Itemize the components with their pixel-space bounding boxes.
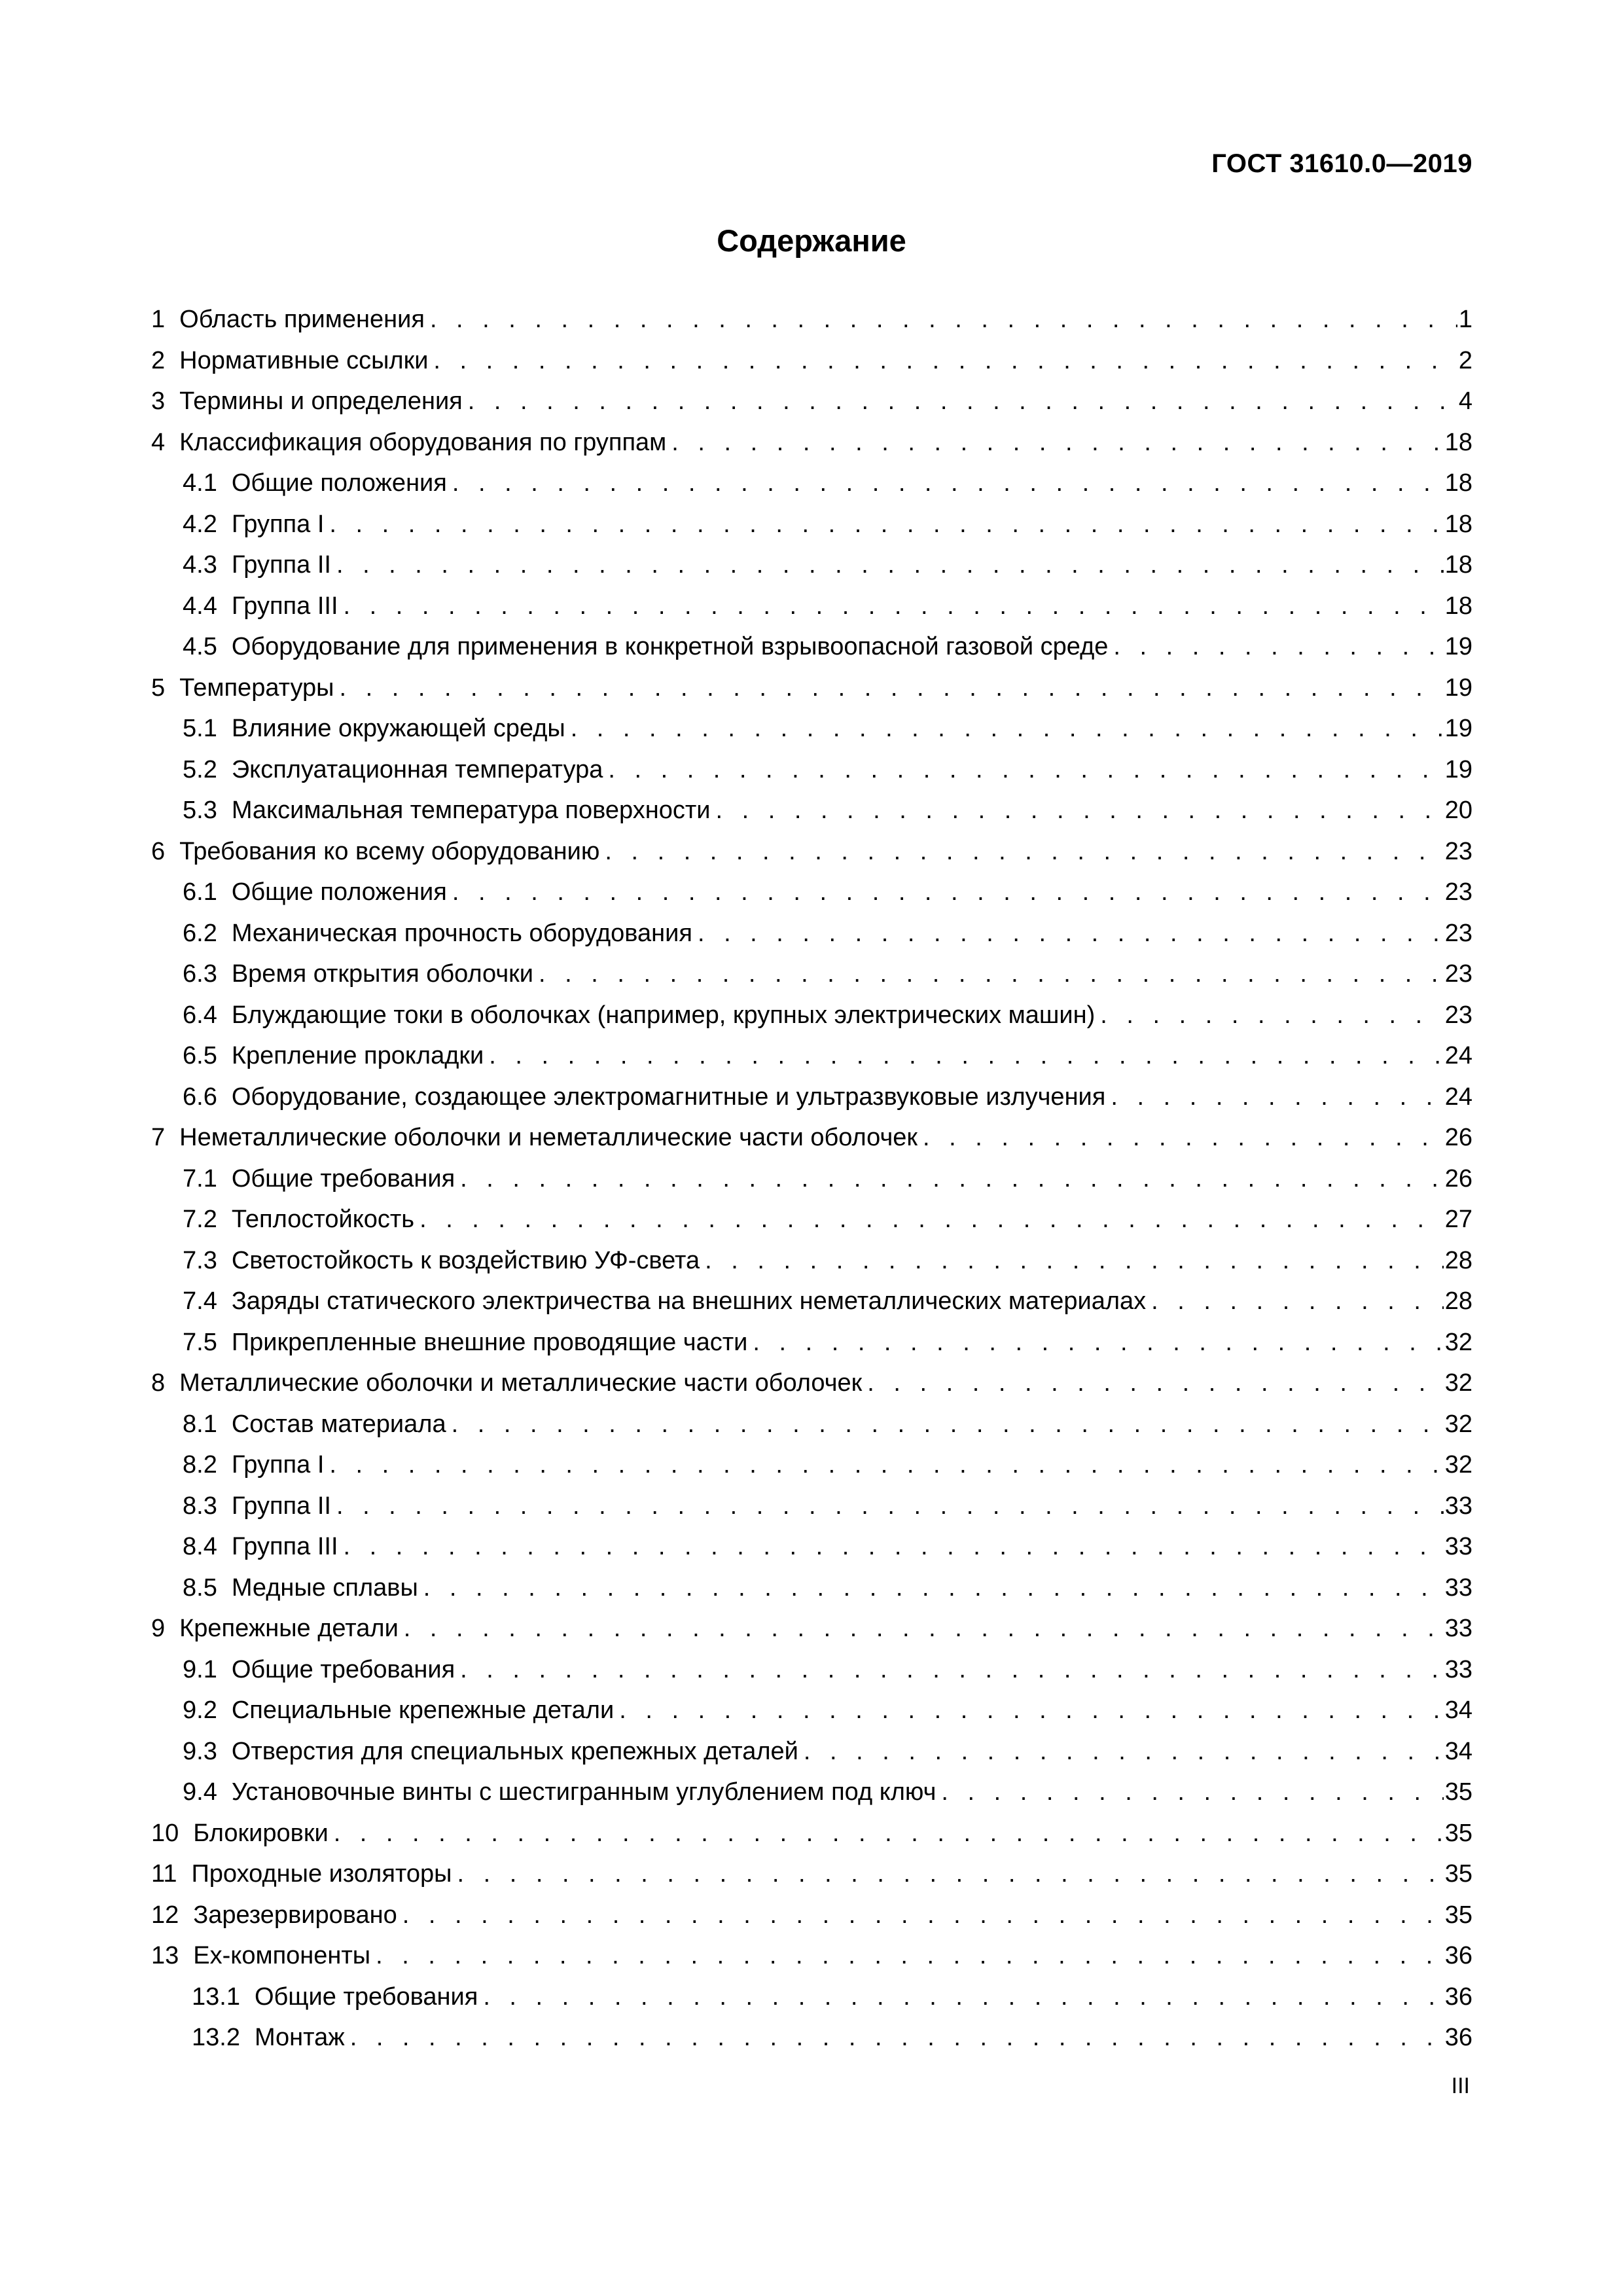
toc-entry[interactable] [151, 1901, 1472, 1943]
toc-entry[interactable] [151, 1738, 1472, 1779]
toc-dot-leader [798, 1738, 1444, 1766]
toc-dot-leader [936, 1778, 1443, 1806]
toc-entry-page: 33 [1444, 1655, 1472, 1683]
toc-entry-number: 6.4 [183, 1001, 217, 1029]
toc-entry[interactable] [151, 511, 1472, 552]
toc-entry[interactable] [151, 1165, 1472, 1206]
page-number: III [1451, 2073, 1470, 2098]
toc-entry-page: 24 [1444, 1042, 1472, 1069]
toc-dot-leader [334, 674, 1443, 702]
toc-entry-page: 20 [1444, 797, 1472, 824]
toc-dot-leader [331, 1492, 1444, 1520]
toc-entry[interactable] [151, 674, 1472, 715]
toc-dot-leader [425, 306, 1457, 334]
toc-entry-title: Группа III [231, 1533, 338, 1560]
toc-entry-title: Требования ко всему оборудованию [179, 837, 600, 865]
toc-entry-page: 19 [1444, 715, 1472, 742]
toc-dot-leader [1105, 1083, 1443, 1111]
toc-dot-leader [1095, 1001, 1443, 1030]
toc-entry-number: 7.4 [183, 1287, 217, 1315]
toc-dot-leader [428, 347, 1457, 375]
toc-dot-leader [414, 1206, 1444, 1234]
toc-entry-title: Влияние окружающей среды [231, 715, 565, 742]
toc-dot-leader [692, 920, 1444, 948]
toc-entry[interactable] [151, 1820, 1472, 1861]
toc-entry-number: 5.2 [183, 755, 217, 783]
toc-entry-title: Прикрепленные внешние проводящие части [231, 1328, 748, 1356]
toc-entry[interactable] [151, 1410, 1472, 1452]
toc-dot-leader [599, 838, 1443, 866]
toc-entry[interactable] [151, 1860, 1472, 1901]
toc-entry-number: 13 [151, 1942, 179, 1969]
toc-entry-title: Оборудование для применения в конкретной взрывоопасной газовой среде [231, 633, 1109, 660]
toc-entry-page: 34 [1444, 1737, 1472, 1765]
toc-entry-number: 6 [151, 837, 166, 865]
toc-entry-title: Максимальная температура поверхности [231, 797, 711, 824]
toc-entry-number: 8.4 [183, 1533, 217, 1560]
toc-entry-page: 35 [1444, 1901, 1472, 1929]
toc-entry-number: 8.1 [183, 1410, 217, 1438]
toc-entry[interactable] [151, 469, 1472, 511]
toc-entry-title: Температуры [179, 673, 334, 702]
document-code: ГОСТ 31610.0—2019 [1211, 149, 1472, 178]
toc-entry[interactable] [151, 1369, 1472, 1410]
toc-entry-page: 19 [1444, 633, 1472, 660]
toc-entry-page: 28 [1444, 1287, 1472, 1315]
toc-entry-page: 18 [1444, 469, 1472, 497]
toc-dot-leader [446, 1410, 1444, 1439]
toc-dot-leader [397, 1901, 1444, 1929]
toc-entry-page: 18 [1444, 551, 1472, 579]
toc-entry-number: 6.1 [183, 878, 217, 906]
toc-entry-page: 23 [1444, 878, 1472, 906]
toc-entry-title: Механическая прочность оборудования [231, 919, 692, 947]
toc-entry-title: Ex-компоненты [193, 1942, 371, 1969]
toc-entry[interactable] [151, 387, 1472, 429]
toc-entry-title: Группа I [231, 510, 325, 538]
toc-entry-page: 36 [1444, 1982, 1472, 2011]
toc-entry-number: 6.2 [183, 919, 217, 947]
toc-entry-title: Состав материала [231, 1410, 446, 1438]
toc-entry-number: 1 [151, 306, 166, 333]
toc-entry[interactable] [151, 1083, 1472, 1124]
toc-entry-number: 9.4 [183, 1778, 217, 1806]
toc-entry[interactable] [151, 306, 1472, 347]
toc-entry-number: 5.3 [183, 797, 217, 824]
toc-entry-page: 1 [1458, 306, 1472, 333]
toc-dot-leader [447, 878, 1444, 906]
toc-entry-number: 6.6 [183, 1083, 217, 1111]
toc-entry-number: 9.1 [183, 1655, 217, 1683]
toc-entry-title: Блокировки [193, 1819, 329, 1847]
toc-entry[interactable] [151, 1615, 1472, 1656]
toc-dot-leader [370, 1942, 1444, 1970]
toc-entry[interactable] [151, 715, 1472, 756]
toc-entry-title: Медные сплавы [231, 1573, 418, 1602]
toc-entry-number: 7.2 [183, 1206, 217, 1233]
toc-entry-number: 2 [151, 346, 166, 374]
toc-entry-title: Оборудование, создающее электромагнитные и ультразвуковые излучения [231, 1083, 1106, 1111]
table-of-contents [151, 306, 1472, 2065]
toc-entry-title: Крепление прокладки [231, 1042, 484, 1069]
toc-entry-title: Эксплуатационная температура [231, 755, 603, 783]
toc-entry-page: 26 [1444, 1124, 1472, 1151]
toc-entry[interactable] [151, 797, 1472, 838]
toc-entry[interactable] [151, 429, 1472, 470]
toc-entry-title: Нормативные ссылки [179, 346, 429, 374]
toc-entry-title: Общие требования [231, 1655, 455, 1683]
toc-entry[interactable] [151, 1574, 1472, 1615]
toc-entry[interactable] [151, 592, 1472, 634]
toc-entry[interactable] [151, 1287, 1472, 1329]
page-title: Содержание [717, 223, 906, 258]
toc-entry-title: Группа II [231, 1492, 331, 1520]
toc-entry[interactable] [151, 756, 1472, 797]
toc-entry-number: 5.1 [183, 715, 217, 742]
toc-entry-title: Неметаллические оболочки и неметаллические части оболочек [179, 1124, 918, 1151]
toc-entry-page: 23 [1444, 1001, 1472, 1029]
toc-dot-leader [399, 1615, 1444, 1643]
toc-entry-number: 7.1 [183, 1164, 217, 1193]
toc-entry-title: Общие требования [254, 1982, 478, 2011]
toc-entry-number: 12 [151, 1901, 179, 1929]
toc-entry-page: 32 [1444, 1451, 1472, 1479]
toc-dot-leader [329, 1820, 1444, 1848]
toc-entry-title: Теплостойкость [231, 1206, 415, 1233]
toc-dot-leader [1146, 1287, 1444, 1316]
toc-entry-title: Группа II [231, 551, 331, 579]
toc-entry[interactable] [151, 878, 1472, 920]
toc-entry-number: 9.2 [183, 1696, 217, 1724]
toc-entry-page: 18 [1444, 428, 1472, 456]
toc-entry-page: 36 [1444, 1942, 1472, 1969]
toc-entry-number: 9 [151, 1615, 166, 1642]
toc-entry-number: 11 [151, 1860, 177, 1888]
toc-entry-number: 4 [151, 428, 166, 456]
toc-entry-page: 28 [1444, 1246, 1472, 1274]
toc-dot-leader [614, 1696, 1444, 1725]
toc-entry-number: 7 [151, 1124, 166, 1151]
toc-entry-number: 13.2 [192, 2024, 240, 2051]
toc-dot-leader [455, 1656, 1444, 1684]
toc-dot-leader [338, 1533, 1444, 1561]
toc-entry-title: Крепежные детали [179, 1615, 399, 1642]
toc-entry-page: 32 [1444, 1410, 1472, 1438]
toc-dot-leader [1108, 633, 1443, 661]
toc-dot-leader [324, 511, 1443, 539]
toc-entry-page: 35 [1444, 1860, 1472, 1888]
toc-entry-number: 4.5 [183, 633, 217, 660]
toc-dot-leader [447, 469, 1444, 497]
toc-entry-number: 7.3 [183, 1246, 217, 1274]
toc-entry-page: 23 [1444, 837, 1472, 865]
toc-entry-title: Установочные винты с шестигранным углублением под ключ [231, 1778, 936, 1806]
toc-entry[interactable] [151, 1206, 1472, 1247]
toc-entry-page: 34 [1444, 1696, 1472, 1724]
toc-entry-number: 13.1 [192, 1982, 240, 2011]
toc-entry-number: 8.3 [183, 1492, 217, 1520]
toc-entry-title: Время открытия оболочки [231, 960, 533, 988]
toc-dot-leader [345, 2024, 1444, 2052]
toc-entry-page: 33 [1444, 1615, 1472, 1642]
toc-entry-page: 32 [1444, 1369, 1472, 1397]
toc-dot-leader [331, 551, 1444, 579]
toc-entry-number: 8.5 [183, 1573, 217, 1602]
toc-entry-title: Общие требования [231, 1164, 455, 1193]
toc-entry-number: 4.3 [183, 551, 217, 579]
toc-entry-page: 32 [1444, 1328, 1472, 1356]
toc-entry[interactable] [151, 1247, 1472, 1288]
toc-entry-title: Монтаж [254, 2024, 345, 2051]
toc-entry[interactable] [151, 633, 1472, 674]
toc-entry[interactable] [151, 1451, 1472, 1492]
toc-dot-leader [455, 1165, 1444, 1193]
toc-entry-page: 18 [1444, 592, 1472, 620]
toc-entry-number: 10 [151, 1819, 179, 1847]
toc-entry[interactable] [151, 920, 1472, 961]
toc-dot-leader [338, 592, 1444, 620]
toc-entry[interactable] [151, 838, 1472, 879]
toc-entry[interactable] [151, 1778, 1472, 1820]
toc-entry-number: 8.2 [183, 1451, 217, 1479]
toc-entry-title: Группа III [231, 592, 338, 620]
toc-entry-page: 33 [1444, 1573, 1472, 1602]
toc-entry-title: Общие положения [231, 469, 447, 497]
toc-entry-title: Общие положения [231, 878, 447, 906]
toc-dot-leader [666, 429, 1443, 457]
toc-dot-leader [478, 1983, 1443, 2011]
toc-entry-title: Классификация оборудования по группам [179, 428, 667, 456]
toc-entry-number: 6.3 [183, 960, 217, 988]
toc-dot-leader [533, 960, 1444, 988]
toc-entry-number: 7.5 [183, 1328, 217, 1356]
toc-entry-page: 18 [1444, 510, 1472, 538]
toc-dot-leader [603, 756, 1443, 784]
toc-dot-leader [700, 1247, 1444, 1275]
toc-entry[interactable] [151, 1042, 1472, 1083]
toc-entry-page: 24 [1444, 1083, 1472, 1111]
toc-dot-leader [324, 1451, 1443, 1479]
toc-entry-title: Отверстия для специальных крепежных деталей [231, 1737, 798, 1765]
toc-dot-leader [747, 1329, 1443, 1357]
toc-entry-page: 33 [1444, 1533, 1472, 1560]
toc-entry-page: 23 [1444, 960, 1472, 988]
toc-entry-title: Зарезервировано [193, 1901, 397, 1929]
toc-entry[interactable] [151, 1533, 1472, 1574]
toc-entry-page: 35 [1444, 1778, 1472, 1806]
toc-entry-page: 19 [1444, 755, 1472, 783]
toc-entry-page: 4 [1458, 387, 1472, 415]
toc-entry-number: 8 [151, 1369, 166, 1397]
toc-dot-leader [918, 1124, 1444, 1152]
toc-entry[interactable] [151, 1001, 1472, 1043]
toc-entry-number: 4.4 [183, 592, 217, 620]
toc-entry[interactable] [151, 1696, 1472, 1738]
toc-entry-title: Заряды статического электричества на внешних неметаллических материалах [231, 1287, 1147, 1315]
toc-entry-page: 19 [1444, 673, 1472, 702]
toc-entry[interactable] [151, 1329, 1472, 1370]
toc-entry[interactable] [151, 2024, 1472, 2065]
toc-entry-title: Область применения [179, 306, 425, 333]
toc-entry-page: 26 [1444, 1164, 1472, 1193]
toc-entry-page: 36 [1444, 2024, 1472, 2051]
toc-dot-leader [710, 797, 1443, 825]
toc-entry[interactable] [151, 1124, 1472, 1165]
toc-entry-title: Проходные изоляторы [191, 1860, 452, 1888]
toc-entry-title: Металлические оболочки и металлические части оболочек [179, 1369, 863, 1397]
toc-entry-page: 27 [1444, 1206, 1472, 1233]
toc-entry-number: 4.2 [183, 510, 217, 538]
toc-entry-number: 3 [151, 387, 166, 415]
toc-entry-page: 23 [1444, 919, 1472, 947]
toc-entry-number: 4.1 [183, 469, 217, 497]
toc-entry-page: 33 [1444, 1492, 1472, 1520]
toc-dot-leader [862, 1369, 1443, 1397]
toc-entry-number: 6.5 [183, 1042, 217, 1069]
toc-entry[interactable] [151, 1942, 1472, 1983]
toc-entry[interactable] [151, 1983, 1472, 2024]
toc-entry[interactable] [151, 1492, 1472, 1534]
toc-entry-number: 9.3 [183, 1737, 217, 1765]
toc-dot-leader [565, 715, 1444, 743]
toc-entry[interactable] [151, 347, 1472, 388]
toc-entry-number: 5 [151, 673, 166, 702]
toc-entry-title: Светостойкость к воздействию УФ-света [231, 1246, 700, 1274]
toc-dot-leader [418, 1574, 1444, 1602]
toc-entry-title: Группа I [231, 1451, 325, 1479]
toc-entry[interactable] [151, 551, 1472, 592]
toc-entry-title: Блуждающие токи в оболочках (например, крупных электрических машин) [231, 1001, 1096, 1029]
toc-dot-leader [463, 387, 1457, 416]
toc-dot-leader [484, 1042, 1443, 1070]
toc-entry[interactable] [151, 1656, 1472, 1697]
toc-entry[interactable] [151, 960, 1472, 1001]
toc-entry-page: 2 [1458, 346, 1472, 374]
toc-entry-page: 35 [1444, 1819, 1472, 1847]
toc-dot-leader [452, 1860, 1443, 1888]
toc-entry-title: Специальные крепежные детали [231, 1696, 615, 1724]
toc-entry-title: Термины и определения [179, 387, 463, 415]
